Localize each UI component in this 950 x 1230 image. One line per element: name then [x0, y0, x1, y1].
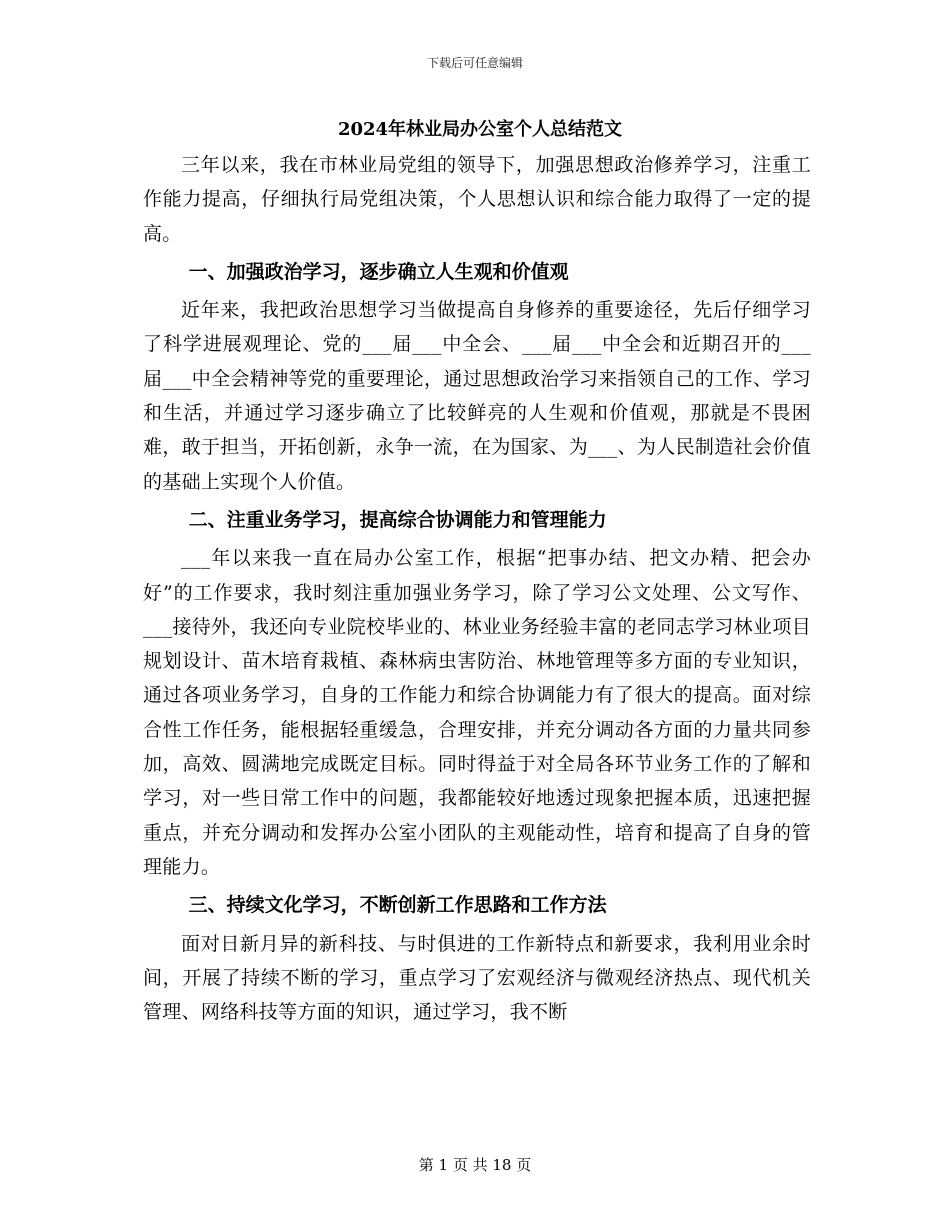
page-header-note: 下载后可任意编辑: [426, 56, 523, 70]
section-body-1: 近年来，我把政治思想学习当做提高自身修养的重要途径，先后仔细学习了科学进展观理论、党的___届___中全会、___届___中全会和近期召开的___届___中全会精神等党的重要理论，通过思想政治学习来指领自己的工作、学习和生活，并通过学习逐步确立了比较鲜亮的人生观和价值观，那就是不畏困难，敢于担当，开拓创新，永争一流，在为国家、为___、为人民制造社会价值的基础上实现个人价值。: [143, 299, 811, 493]
page-number: 第 1 页 共 18 页: [418, 1156, 532, 1174]
section-body-3: 面对日新月异的新科技、与时俱进的工作新特点和新要求，我利用业余时间，开展了持续不断的学习，重点学习了宏观经济与微观经济热点、现代机关管理、网络科技等方面的知识，通过学习，我不断: [143, 932, 811, 1024]
section-heading-1: 一、加强政治学习，逐步确立人生观和价值观: [188, 260, 569, 283]
intro-paragraph: 三年以来，我在市林业局党组的领导下，加强思想政治修养学习，注重工作能力提高，仔细执行局党组决策，个人思想认识和综合能力取得了一定的提高。: [143, 154, 811, 245]
section-heading-3: 三、持续文化学习，不断创新工作思路和工作方法: [188, 894, 607, 917]
document-body: [143, 112, 811, 1029]
document-title: 2024年林业局办公室个人总结范文: [337, 119, 623, 140]
section-heading-2: 二、注重业务学习，提高综合协调能力和管理能力: [188, 508, 607, 531]
section-body-2: ___年以来我一直在局办公室工作，根据“把事办结、把文办精、把会办好”的工作要求，我时刻注重加强业务学习，除了学习公文处理、公文写作、___接待外，我还向专业院校毕业的、林业业务经验丰富的老同志学习林业项目规划设计、苗木培育栽植、森林病虫害防治、林地管理等多方面的专业知识，通过各项业务学习，自身的工作能力和综合协调能力有了很大的提高。面对综合性工作任务，能根据轻重缓急，合理安排，并充分调动各方面的力量共同参加，高效、圆满地完成既定目标。同时得益于对全局各环节业务工作的了解和学习，对一些日常工作中的问题，我都能较好地透过现象把握本质，迅速把握重点，并充分调动和发挥办公室小团队的主观能动性，培育和提高了自身的管理能力。: [143, 547, 811, 878]
